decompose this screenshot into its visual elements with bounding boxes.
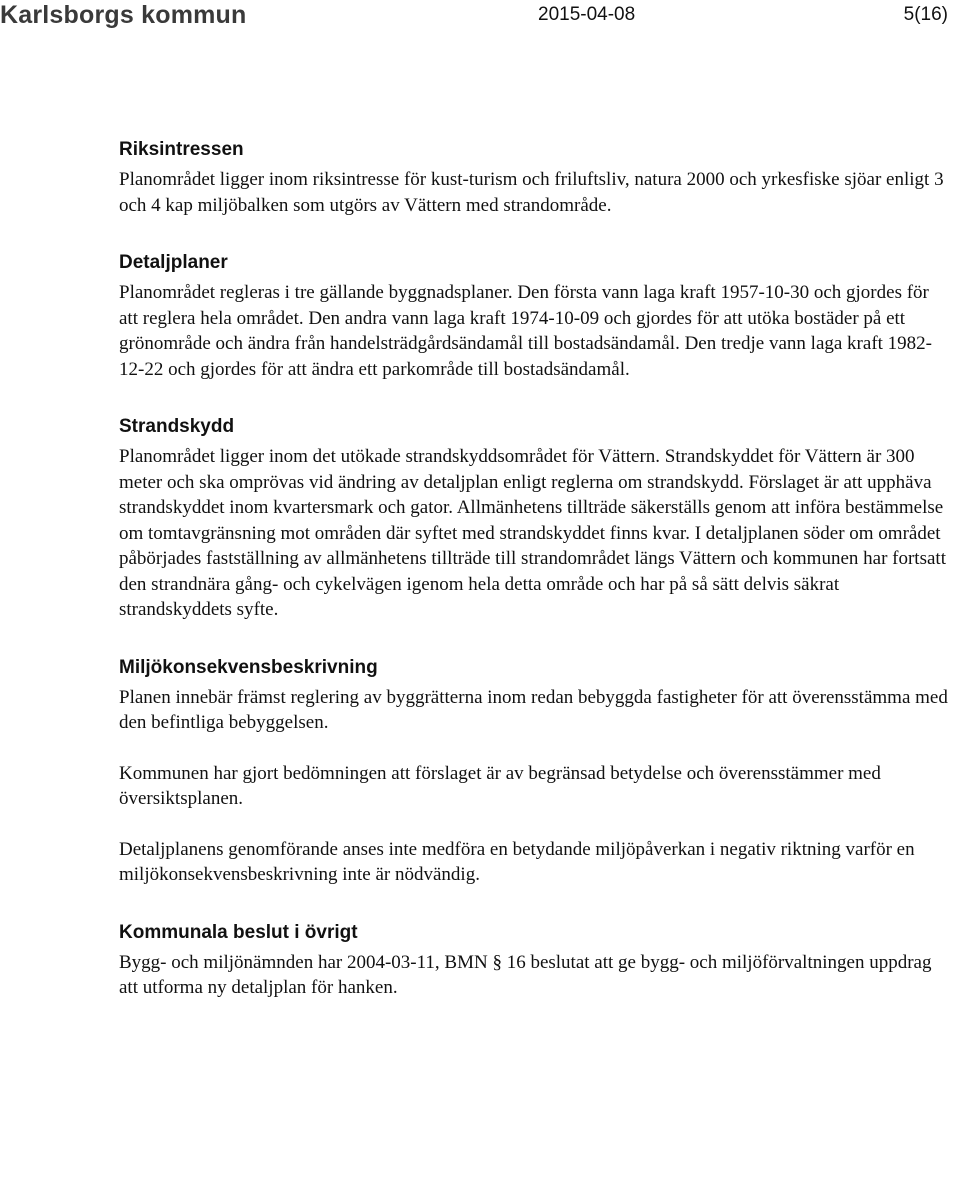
municipality-logo: Karlsborgs kommun — [0, 1, 247, 29]
section-strandskydd — [119, 415, 951, 623]
section-heading: Kommunala beslut i övrigt — [119, 921, 358, 943]
section-paragraph: Bygg- och miljönämnden har 2004-03-11, BMN § 16 beslutat att ge bygg- och miljöförvaltningen uppdrag att utforma ny detaljplan för hanken. — [119, 951, 932, 998]
section-paragraph: Kommunen har gjort bedömningen att förslaget är av begränsad betydelse och överensstämmer med översiktsplanen. — [119, 762, 881, 809]
section-paragraph: Planområdet ligger inom riksintresse för kust-turism och friluftsliv, natura 2000 och yrkesfiske sjöar enligt 3 och 4 kap miljöbalken som utgörs av Vättern med strandområde. — [119, 169, 944, 216]
document-date: 2015-04-08 — [538, 4, 636, 25]
section-detaljplaner — [119, 251, 951, 382]
section-heading: Miljökonsekvensbeskrivning — [119, 656, 378, 678]
section-paragraph: Detaljplanens genomförande anses inte medföra en betydande miljöpåverkan i negativ riktning varför en miljökonsekvensbeskrivning inte är nödvändig. — [119, 838, 915, 885]
section-paragraph: Planområdet regleras i tre gällande byggnadsplaner. Den första vann laga kraft 1957-10-30 och gjordes för att reglera hela området. Den andra vann laga kraft 1974-10-09 och gjordes för att utöka bostäder på ett grönområde och ändra från handelsträdgårdsändamål till bostadsändamål. Den tredje vann laga kraft 1982-12-22 och gjordes för att ändra ett parkområde till bostadsändamål. — [119, 282, 933, 380]
section-heading: Strandskydd — [119, 416, 235, 437]
document-body — [119, 138, 951, 1001]
section-paragraph: Planområdet ligger inom det utökade strandskyddsområdet för Vättern. Strandskyddet för Vättern är 300 meter och ska omprövas vid ändring av detaljplan enligt reglerna om strandskydd. Förslaget är att upphäva strandskyddet inom kvartersmark och gator. Allmänhetens tillträde säkerställs genom att införa bestämmelse om tomtavgränsning mot områden där syftet med strandskyddet finns kvar. I detaljplanen söder om området påbörjades fastställning av allmänhetens tillträde till strandområdet längs Vättern och kommunen har fortsatt den strandnära gång- och cykelvägen igenom hela detta område och har på så sätt delvis säkrat strandskyddets syfte. — [119, 446, 946, 620]
page-number: 5(16) — [903, 4, 948, 25]
section-kommunala-beslut — [119, 921, 951, 1001]
section-miljokonsekvensbeskrivning — [119, 656, 951, 888]
section-riksintressen — [119, 138, 951, 218]
section-heading: Detaljplaner — [119, 252, 228, 273]
section-paragraph: Planen innebär främst reglering av byggrätterna inom redan bebyggda fastigheter för att överensstämma med den befintliga bebyggelsen. — [119, 686, 948, 733]
page-header — [0, 0, 960, 40]
section-heading: Riksintressen — [119, 139, 244, 160]
